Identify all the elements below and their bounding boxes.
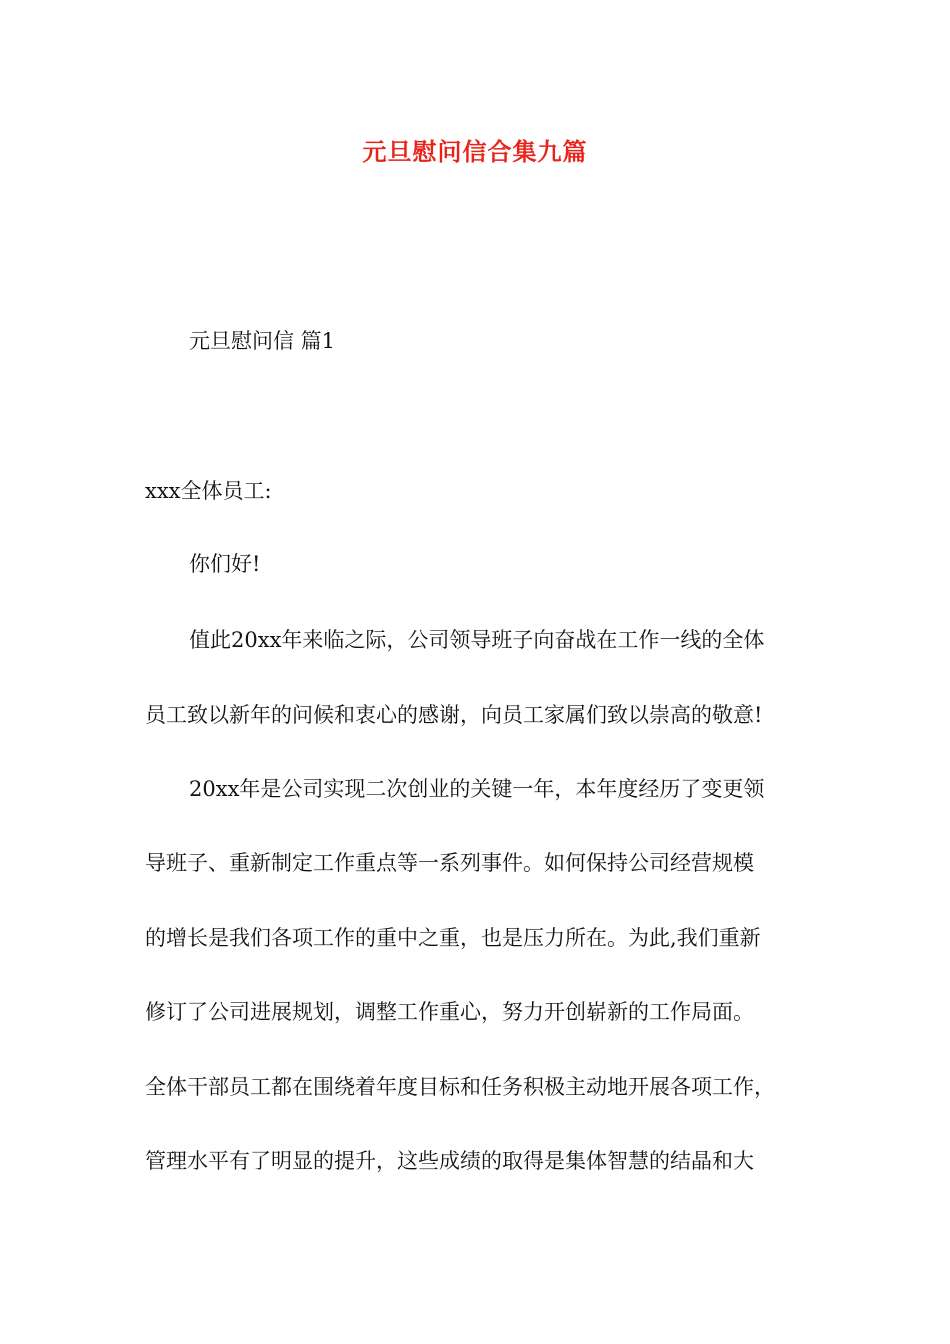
paragraph-line: 管理水平有了明显的提升，这些成绩的取得是集体智慧的结晶和大: [145, 1149, 754, 1173]
paragraph-line: 员工致以新年的问候和衷心的感谢，向员工家属们致以崇高的敬意!: [145, 703, 763, 727]
paragraph-line: 值此20xx年来临之际，公司领导班子向奋战在工作一线的全体: [189, 628, 765, 652]
salutation: xxx全体员工:: [145, 479, 272, 503]
paragraph-line: 20xx年是公司实现二次创业的关键一年，本年度经历了变更领: [189, 777, 765, 801]
paragraph-line: 修订了公司进展规划，调整工作重心，努力开创崭新的工作局面。: [145, 1000, 754, 1024]
greeting: 你们好!: [189, 552, 261, 576]
paragraph-line: 导班子、重新制定工作重点等一系列事件。如何保持公司经营规模: [145, 851, 754, 875]
paragraph-line: 的增长是我们各项工作的重中之重，也是压力所在。为此,我们重新: [145, 926, 761, 950]
section-heading: 元旦慰问信 篇1: [189, 329, 336, 353]
paragraph-line: 全体干部员工都在围绕着年度目标和任务积极主动地开展各项工作，: [145, 1075, 775, 1099]
document-title: 元旦慰问信合集九篇: [362, 137, 588, 166]
